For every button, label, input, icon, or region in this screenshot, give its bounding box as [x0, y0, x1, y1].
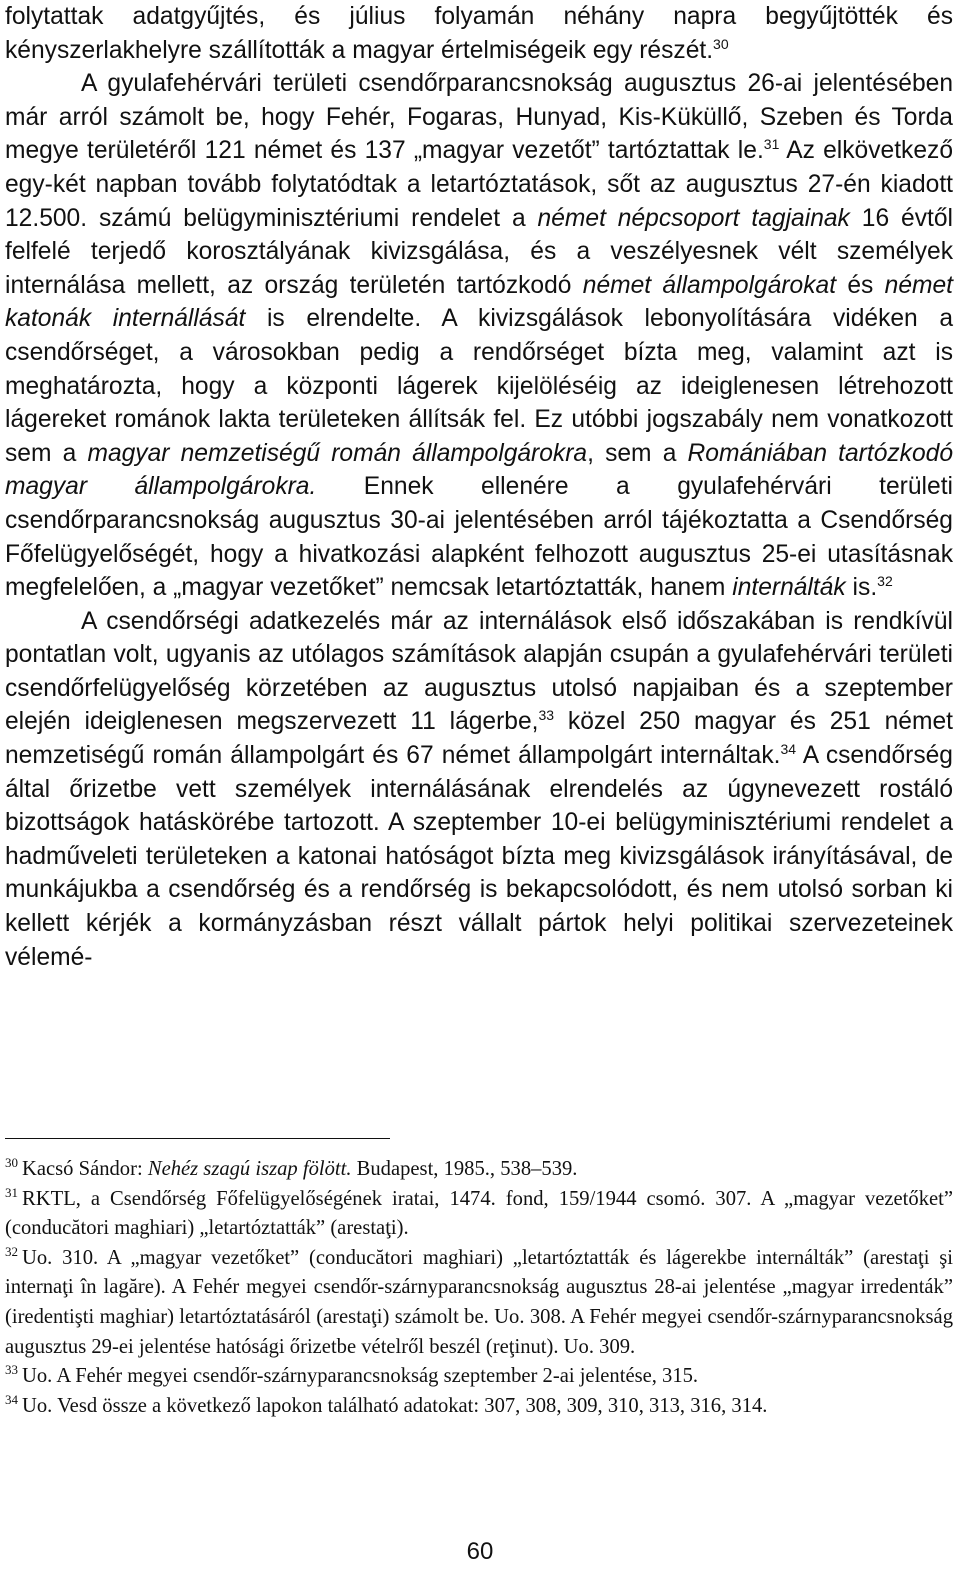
footnote-ref: 30: [713, 35, 729, 52]
emphasis: német katonák internállását: [5, 271, 954, 333]
emphasis: német népcsoport tagjainak: [537, 204, 850, 232]
paragraph: folytattak adatgyűjtés, és július folyamán néhány napra begyűjtötték és kényszerlakhelyre szállították a magyar értelmiségeik egy részét.$^{30}$: [5, 3, 953, 64]
footnote: $^{34}$ Uo. Vesd össze a következő lapokon található adatokat: 307, 308, 309, 310, 313, 316, 314.: [5, 1391, 768, 1417]
footnote: $^{31}$ RKTL, a Csendőrség Főfelügyelőségének iratai, 1474. fond, 159/1944 csomó. 307. A „magyar vezetőket” (conducători maghiari) „letartóztatták” (arestaţi).: [5, 1184, 953, 1240]
main-text: [5, 0, 953, 974]
emphasis: magyar nemzetiségű román állampolgárokra: [87, 439, 588, 467]
emphasis: német állampolgárokat: [582, 271, 837, 299]
emphasis: internálták: [732, 574, 846, 602]
footnote: $^{32}$ Uo. 310. A „magyar vezetőket” (conducători maghiari) „letartóztatták és lágerekbe internálták” (arestaţi şi internaţi în lagăre). A Fehér megyei csendőr-szárnyparancsnokság augusztus 28-ai jelentése „magyar irredenták” (iredentişti maghiar) letartóztatásáról (arestaţi) számolt be. Uo. 308. A Fehér megyei csendőr-szárnyparancsnokság augusztus 29-ei jelentése hatósági őrizetbe vételről beszél (reţinut). Uo. 309.: [5, 1243, 953, 1358]
footnotes: [5, 1155, 953, 1421]
page-number: 60: [466, 1538, 494, 1565]
footnote-ref: 34: [780, 740, 797, 757]
footnote-ref: 33: [538, 707, 555, 724]
paragraph: A csendőrségi adatkezelés már az internálások első időszakában is rendkívül pontatlan volt, ugyanis az utólagos számítások alapján csupán a gyulafehérvári területi csendőrfelügyelőség körzetében az augusztus utolsó napjaiban és a szeptember elején ideiglenesen megszervezett 11 lágerbe,$^{33}$ közel 250 magyar és 251 német nemzetiségű román állampolgárt és 67 német állampolgárt internáltak.$^{34}$ A csendőrség által őrizetbe vett személyek internálásának elrendelés az úgynevezett rostáló bizottságok hatáskörébe tartozott. A szeptember 10-ei belügyminisztériumi rendelet a hadműveleti területeken a katonai hatóságot bízta meg kivizsgálások irányításával, de munkájukba a csendőrség és a rendőrség is bekapcsolódott, és nem utolsó sorban ki kellett kérjék a kormányzásban részt vállalt pártok helyi politikai szervezeteinek vélemé-: [5, 607, 953, 971]
footnote: $^{33}$ Uo. A Fehér megyei csendőr-szárnyparancsnokság szeptember 2-ai jelentése, 315.: [5, 1362, 699, 1388]
footnote-ref: 32: [877, 572, 893, 589]
footnote-divider: [5, 1138, 390, 1139]
footnote: $^{30}$ Kacsó Sándor: Nehéz szagú iszap fölött. Budapest, 1985., 538–539.: [5, 1155, 578, 1180]
emphasis: Romániában tartózkodó magyar állampolgárokra.: [5, 439, 954, 501]
footnote-ref: 31: [763, 136, 780, 153]
paragraph: A gyulafehérvári területi csendőrparancsnokság augusztus 26-ai jelentésében már arról számolt be, hogy Fehér, Fogaras, Hunyad, Kis-Küküllő, Szeben és Torda megye területéről 121 német és 137 „magyar vezetőt” tartóztattak le.$^{31}$ Az elkövetkező egy-két napban tovább folytatódtak a letartóztatások, sőt az augusztus 27-én kiadott 12.500. számú belügyminisztériumi rendelet a német népcsoport tagjainak 16 évtől felfelé terjedő korosztályának kivizsgálása, és a veszélyesnek vélt személyek internálása mellett, az ország területén tartózkodó német állampolgárokat és német katonák internállását is elrendelte. A kivizsgálások lebonyolítására vidéken a csendőrséget, a városokban pedig a rendőrséget bízta meg, valamint azt is meghatározta, hogy a központi lágerek kijelöléséig az ideiglenesen létrehozott lágereket románok lakta területeken állítsák fel. Ez utóbbi jogszabály nem vonatkozott sem a magyar nemzetiségű román állampolgárokra, sem a Romániában tartózkodó magyar állampolgárokra. Ennek ellenére a gyulafehérvári területi csendőrparancsnokság augusztus 30-ai jelentésében arról tájékoztatta a Csendőrség Főfelügyelőségét, hogy a hivatkozási alapként felhozott augusztus 25-ei utasításnak megfelelően, a „magyar vezetőket” nemcsak letartóztatták, hanem internálták is.$^{32}$: [5, 70, 954, 602]
